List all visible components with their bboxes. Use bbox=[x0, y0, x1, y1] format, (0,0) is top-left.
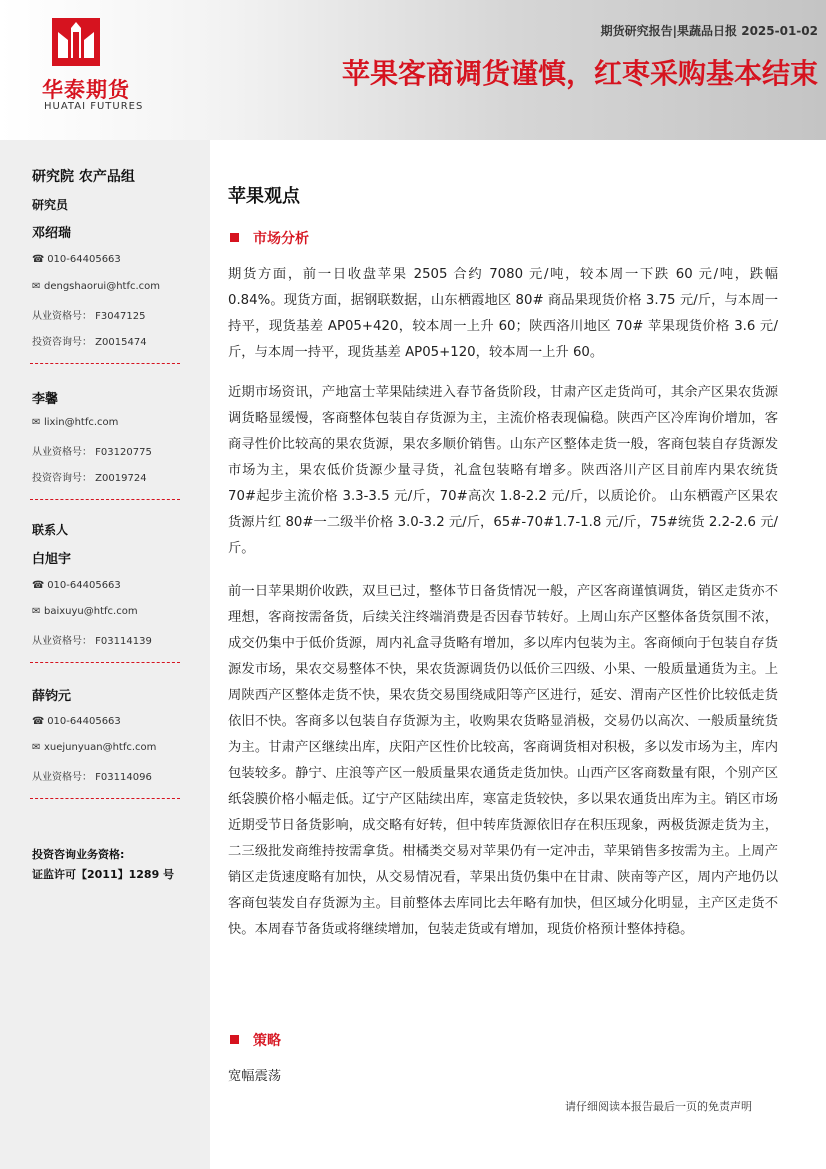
divider bbox=[30, 363, 180, 364]
author-invest: 投资咨询号： Z0019724 bbox=[32, 473, 147, 484]
mail-icon: ✉ bbox=[32, 417, 41, 428]
contact-name: 薛钧元 bbox=[32, 689, 72, 704]
researcher-label: 研究员 bbox=[32, 198, 69, 212]
strategy-text: 宽幅震荡 bbox=[228, 1069, 282, 1084]
author-name: 李馨 bbox=[32, 392, 59, 407]
author-email[interactable]: ✉ dengshaorui@htfc.com bbox=[32, 281, 161, 292]
phone-icon: ☎ bbox=[32, 254, 45, 265]
subsection-market-analysis: 市场分析 bbox=[230, 228, 309, 248]
paragraph-market-news: 近期市场资讯，产地富士苹果陆续进入春节备货阶段，甘肃产区走货尚可，其余产区果农货源调货略显缓慢，客商整体包装自存货源为主，主流价格表现偏稳。陕西产区冷库询价增加，客商寻性价比较高的果农货源，果农多顺价销售。山东产区整体走货一般，客商包装自存货源发市场为主，果农低价货源少量寻货，礼盒包装略有增多。陕西洛川产区目前库内果农统货 70#起步主流价格 3.3-3.5 元/斤，70#高次 1.8-2.2 元/斤，以质论价。 山东栖霞产区果农货源片红 80#一二级半价格 3.0-3.2 元/斤，65#-70#1.7-1.8 元/斤，75#统货 2.2-2.6 元/斤。 bbox=[228, 385, 778, 556]
author-sidebar bbox=[0, 140, 210, 1169]
mail-icon: ✉ bbox=[32, 742, 41, 753]
mail-icon: ✉ bbox=[32, 281, 41, 292]
contact-phone: ☎ 010-64405663 bbox=[32, 580, 121, 591]
contact-name: 白旭宇 bbox=[32, 552, 72, 567]
logo-text: 华泰期货 bbox=[42, 78, 130, 102]
contact-phone: ☎ 010-64405663 bbox=[32, 716, 121, 727]
report-headline: 苹果客商调货谨慎，红枣采购基本结束 bbox=[341, 57, 818, 90]
license-number: 证监许可【2011】1289 号 bbox=[32, 868, 175, 881]
contact-email[interactable]: ✉ baixuyu@htfc.com bbox=[32, 606, 138, 617]
contact-email[interactable]: ✉ xuejunyuan@htfc.com bbox=[32, 742, 157, 753]
divider bbox=[30, 798, 180, 799]
disclaimer-note: 请仔细阅读本报告最后一页的免责声明 bbox=[565, 1100, 752, 1113]
divider bbox=[30, 499, 180, 500]
square-bullet-icon bbox=[230, 233, 239, 242]
paragraph-futures-spot: 期货方面，前一日收盘苹果 2505 合约 7080 元/吨，较本周一下跌 60 元/吨，跌幅 0.84%。现货方面，据钢联数据，山东栖霞地区 80# 商品果现货价格 3.75 元/斤，与本周一持平，现货基差 AP05+420，较本周一上升 60；陕西洛川地区 70# 苹果现货价格 3.6 元/斤，与本周一持平，现货基差 AP05+120，较本周一上升 60。 bbox=[228, 267, 778, 360]
huatai-logo-icon bbox=[52, 18, 100, 66]
author-cert: 从业资格号： F3047125 bbox=[32, 311, 146, 322]
section-title: 苹果观点 bbox=[228, 186, 300, 207]
divider bbox=[30, 662, 180, 663]
logo-subtext: HUATAI FUTURES bbox=[44, 101, 144, 112]
subsection-strategy: 策略 bbox=[230, 1030, 281, 1050]
phone-icon: ☎ bbox=[32, 580, 45, 591]
author-invest: 投资咨询号： Z0015474 bbox=[32, 337, 147, 348]
phone-icon: ☎ bbox=[32, 716, 45, 727]
paragraph-analysis: 前一日苹果期价收跌，双旦已过，整体节日备货情况一般，产区客商谨慎调货，销区走货亦不理想，客商按需备货，后续关注终端消费是否因春节转好。上周山东产区整体备货氛围不浓，成交仍集中于低价货源，周内礼盒寻货略有增加，多以库内包装为主。客商倾向于包装自存货源发市场，果农交易整体不快，果农货源调货仍以低价三四级、小果、一般质量通货为主。上周陕西产区整体走货不快，果农货交易围绕咸阳等产区进行，延安、渭南产区性价比较低走货依旧不快。客商多以包装自存货源为主，收购果农货略显消极，交易仍以高次、一般质量统货为主。甘肃产区继续出库，庆阳产区性价比较高，客商调货相对积极，多以发市场为主，库内包装较多。静宁、庄浪等产区一般质量果农通货走货加快。山西产区客商数量有限，个别产区纸袋膜价格小幅走低。辽宁产区陆续出库，寒富走货较快，多以果农通货出库为主。销区市场近期受节日备货影响，成交略有好转，但中转库货源依旧存在积压现象，两极货源走货为主，二三级批发商维持按需拿货。柑橘类交易对苹果仍有一定冲击，苹果销售多按需为主。上周产销区走货速度略有加快，从交易情况看，苹果出货仍集中在甘肃、陕南等产区，周内产地仍以客商包装发自存货源为主。目前整体去库同比去年略有加快，但区域分化明显，主产区走货不快。本周春节备货或将继续增加，包装走货或有增加，现货价格预计整体持稳。 bbox=[228, 584, 778, 937]
department-label: 研究院 农产品组 bbox=[32, 169, 135, 185]
mail-icon: ✉ bbox=[32, 606, 41, 617]
license-label: 投资咨询业务资格: bbox=[32, 848, 125, 861]
contact-cert: 从业资格号： F03114096 bbox=[32, 772, 152, 783]
contact-label: 联系人 bbox=[32, 523, 69, 537]
author-cert: 从业资格号： F03120775 bbox=[32, 447, 152, 458]
author-email[interactable]: ✉ lixin@htfc.com bbox=[32, 417, 119, 428]
square-bullet-icon bbox=[230, 1035, 239, 1044]
report-header bbox=[0, 0, 826, 140]
author-phone: ☎ 010-64405663 bbox=[32, 254, 121, 265]
report-type-date: 期货研究报告|果蔬品日报 2025-01-02 bbox=[600, 24, 818, 38]
author-name: 邓绍瑞 bbox=[32, 226, 72, 241]
contact-cert: 从业资格号： F03114139 bbox=[32, 636, 152, 647]
